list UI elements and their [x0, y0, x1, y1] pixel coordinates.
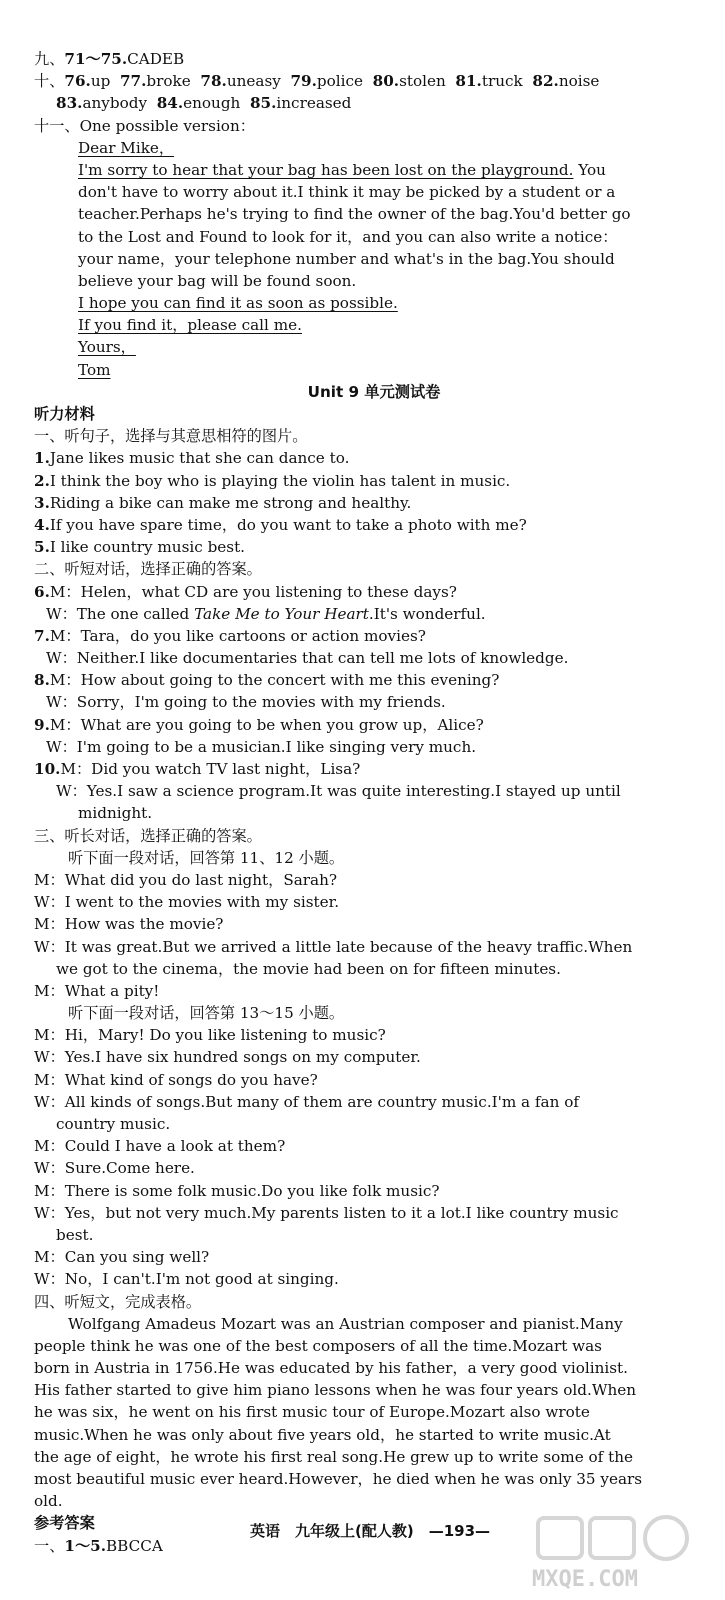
answer-number: 77.: [119, 72, 147, 91]
letter-line: [34, 314, 714, 336]
item-text: .It's wonderful.: [368, 604, 486, 623]
section-marker: 九、: [34, 50, 65, 68]
dialogue-line: best.: [56, 1225, 94, 1244]
part3-heading: 三、听长对话，选择正确的答案。: [34, 826, 262, 845]
part4-heading: 四、听短文，完成表格。: [34, 1292, 202, 1311]
item-number: 10.: [34, 760, 61, 778]
passage-line: music.When he was only about five years old，he started to write music.At: [34, 1425, 611, 1444]
item-text: M：Did you watch TV last night，Lisa?: [60, 760, 361, 778]
part2-heading: 二、听短对话，选择正确的答案。: [34, 560, 262, 579]
answer-word: truck: [481, 72, 523, 91]
dialogue-line: [34, 581, 714, 603]
part3-subheading: 听下面一段对话，回答第 13～15 小题。: [68, 1004, 345, 1023]
dialogue-line: [34, 625, 714, 647]
answer-number: 79.: [290, 72, 317, 91]
letter-text: Dear Mike，: [78, 138, 175, 157]
watermark-logo: [530, 1512, 710, 1592]
answer-number: 83.: [56, 94, 83, 113]
answer-word: uneasy: [226, 72, 281, 91]
section-marker: 十、: [34, 72, 65, 91]
section-marker: 一、: [34, 1536, 65, 1555]
answer-line-10: [34, 70, 714, 92]
answer-number: 78.: [200, 72, 227, 91]
answer-word: anybody: [82, 94, 148, 113]
dialogue-line: [34, 714, 714, 736]
item-text: If you have spare time，do you want to take a photo with me?: [49, 515, 527, 534]
answer-word: increased: [276, 94, 352, 113]
dialogue-line: country music.: [56, 1115, 171, 1133]
letter-text: I'm sorry to hear that your bag has been lost on the playground.: [78, 160, 574, 179]
answer-text: BBCCA: [106, 1536, 163, 1555]
watermark-text: MXQE.COM: [532, 1567, 638, 1592]
dialogue-line: W：Sorry，I'm going to the movies with my friends.: [46, 693, 446, 712]
page-footer: 英语 九年级上(配人教) —193—: [250, 1522, 491, 1540]
item-text: I like country music best.: [49, 538, 246, 557]
part1-heading: 一、听句子，选择与其意思相符的图片。: [34, 427, 308, 446]
question-range: 71～75.: [64, 50, 128, 68]
item-text: M：Tara，do you like cartoons or action movies?: [49, 626, 426, 645]
passage-line: he was six，he went on his first music tour of Europe.Mozart also wrote: [34, 1403, 590, 1422]
answer-number: 81.: [455, 72, 482, 91]
answer-word: broke: [146, 72, 191, 91]
dialogue-line: W：Sure.Come here.: [34, 1159, 195, 1178]
part1-item: [34, 514, 714, 536]
letter-signature: [34, 359, 714, 381]
item-number: 9.: [34, 715, 50, 734]
letter-line: believe your bag will be found soon.: [78, 271, 357, 290]
dialogue-line: W：Yes.I saw a science program.It was quite interesting.I stayed up until: [56, 782, 621, 801]
item-number: 6.: [34, 582, 50, 601]
dialogue-line: W：All kinds of songs.But many of them are country music.I'm a fan of: [34, 1092, 579, 1111]
answer-number: 84.: [156, 94, 184, 113]
passage-line: most beautiful music ever heard.However，he died when he was only 35 years: [34, 1470, 643, 1488]
dialogue-line: M：Hi，Mary! Do you like listening to music?: [34, 1026, 386, 1045]
dialogue-line: W：I'm going to be a musician.I like singing very much.: [46, 737, 477, 756]
answer-word: up: [90, 72, 111, 91]
question-range: 1～5.: [64, 1536, 106, 1555]
dialogue-line: M：What kind of songs do you have?: [34, 1070, 318, 1089]
passage-line: people think he was one of the best composers of all the time.Mozart was: [34, 1336, 602, 1355]
answer-line-11: 十一、One possible version：: [34, 116, 255, 135]
item-number: 7.: [34, 626, 50, 645]
dialogue-line: M：Could I have a look at them?: [34, 1137, 286, 1156]
watermark-box: [590, 1518, 634, 1558]
dialogue-line: W：I went to the movies with my sister.: [34, 893, 340, 912]
answer-text: CADEB: [127, 50, 185, 68]
passage-line: Wolfgang Amadeus Mozart was an Austrian composer and pianist.Many: [68, 1314, 623, 1333]
answer-word: stolen: [399, 72, 446, 91]
part1-item: [34, 492, 714, 514]
watermark-circle: [645, 1517, 687, 1559]
letter-text: You: [573, 160, 606, 179]
letter-text: I hope you can find it as soon as possible.: [78, 294, 398, 313]
dialogue-line: W：Neither.I like documentaries that can tell me lots of knowledge.: [46, 649, 569, 668]
passage-line: born in Austria in 1756.He was educated by his father，a very good violinist.: [34, 1359, 628, 1378]
item-number: 8.: [34, 671, 50, 690]
answer-line-9: [34, 48, 714, 70]
dialogue-line: M：Can you sing well?: [34, 1248, 210, 1267]
letter-line: to the Lost and Found to look for it，and you can also write a notice：: [78, 227, 618, 246]
watermark-box: [538, 1518, 582, 1558]
item-text: W：The one called: [46, 604, 195, 623]
item-text: M：How about going to the concert with me this evening?: [49, 671, 500, 690]
answer-number: 76.: [64, 72, 91, 91]
dialogue-line: W：Yes.I have six hundred songs on my computer.: [34, 1048, 421, 1067]
letter-closing: [34, 336, 714, 358]
item-number: 3.: [34, 493, 50, 512]
passage-line: old.: [34, 1492, 63, 1511]
dialogue-line: M：There is some folk music.Do you like folk music?: [34, 1181, 440, 1200]
item-number: 2.: [34, 471, 50, 490]
letter-line: don't have to worry about it.I think it may be picked by a student or a: [78, 183, 616, 202]
dialogue-line: M：How was the movie?: [34, 915, 224, 934]
item-text: M：Helen，what CD are you listening to these days?: [49, 582, 457, 601]
item-number: 1.: [34, 449, 50, 468]
passage-line: the age of eight，he wrote his first real song.He grew up to write some of the: [34, 1447, 633, 1466]
item-number: 5.: [34, 538, 50, 557]
dialogue-line: M：What did you do last night，Sarah?: [34, 870, 338, 889]
part1-item: [34, 447, 714, 469]
item-text: Riding a bike can make me strong and healthy.: [49, 493, 412, 512]
letter-line: teacher.Perhaps he's trying to find the owner of the bag.You'd better go: [78, 205, 631, 224]
item-text: M：What are you going to be when you grow up，Alice?: [49, 715, 484, 734]
letter-text: If you find it，please call me.: [78, 316, 302, 335]
answer-word: police: [316, 72, 363, 91]
part3-subheading: 听下面一段对话，回答第 11、12 小题。: [68, 848, 345, 867]
letter-line: [34, 292, 714, 314]
dialogue-line: we got to the cinema，the movie had been on for fifteen minutes.: [56, 959, 561, 978]
dialogue-line: [34, 758, 714, 780]
dialogue-line: [34, 669, 714, 691]
dialogue-line: [34, 603, 714, 625]
dialogue-line: W：It was great.But we arrived a little late because of the heavy traffic.When: [34, 937, 633, 956]
answer-word: enough: [183, 94, 241, 113]
item-text: Jane likes music that she can dance to.: [49, 449, 350, 468]
answer-word: noise: [558, 72, 600, 91]
letter-line: [34, 159, 714, 181]
dialogue-line: midnight.: [78, 804, 153, 823]
cd-title: Take Me to Your Heart: [194, 604, 369, 623]
passage-line: His father started to give him piano lessons when he was four years old.When: [34, 1381, 636, 1400]
dialogue-line: M：What a pity!: [34, 981, 160, 1000]
item-text: I think the boy who is playing the violin has talent in music.: [49, 471, 511, 490]
answer-line-10b: [34, 92, 714, 114]
answer-number: 80.: [372, 72, 400, 91]
answer-number: 82.: [532, 72, 559, 91]
section-answers: 参考答案: [34, 1514, 95, 1533]
dialogue-line: W：No，I can't.I'm not good at singing.: [34, 1270, 339, 1289]
page-content: [34, 48, 714, 1557]
answer-number: 85.: [249, 94, 277, 113]
section-listening: 听力材料: [34, 405, 95, 423]
unit-title: Unit 9 单元测试卷: [307, 382, 441, 401]
letter-greeting: [34, 137, 714, 159]
part1-item: [34, 536, 714, 558]
dialogue-line: W：Yes，but not very much.My parents listen to it a lot.I like country music: [34, 1203, 619, 1222]
item-number: 4.: [34, 515, 50, 534]
letter-line: your name，your telephone number and what's in the bag.You should: [78, 249, 615, 268]
part1-item: [34, 470, 714, 492]
letter-text: Yours，: [78, 338, 136, 357]
letter-text: Tom: [78, 360, 111, 379]
